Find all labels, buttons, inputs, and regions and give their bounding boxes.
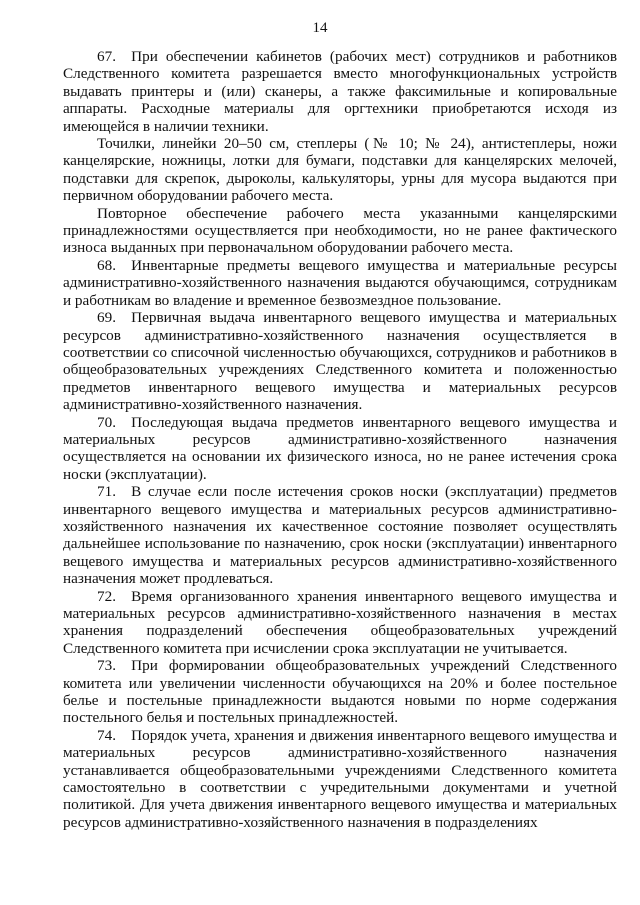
paragraph-67: 67. При обеспечении кабинетов (рабочих мест) сотрудников и работников Следственного комитета разрешается вместо многофункциональных устройств выдавать принтеры и (или) сканеры, а также факсимильные и копировальные аппараты. Расходные материалы для оргтехники приобретаются исходя из имеющейся в наличии техники. [63,48,617,135]
paragraph-72: 72. Время организованного хранения инвентарного вещевого имущества и материальных ресурсов административно-хозяйственного назначения в местах хранения подразделений обеспечения общеобразовательных учреждений Следственного комитета при исчислении срока эксплуатации не учитывается. [63,587,617,657]
paragraph-68: 68. Инвентарные предметы вещевого имущества и материальные ресурсы административно-хозяйственного назначения выдаются обучающимся, сотрудникам и работникам во владение и временное безвозмездное пользование. [63,256,617,309]
paragraph-70: 70. Последующая выдача предметов инвентарного вещевого имущества и материальных ресурсов административно-хозяйственного назначения осуществляется на основании их физического износа, но не ранее истечения срока носки (эксплуатации). [63,413,617,483]
page-number: 14 [312,20,328,36]
paragraph-67-supplies: Точилки, линейки 20–50 см, степлеры (№ 10; № 24), антистеплеры, ножи канцелярские, ножницы, лотки для бумаги, подставки для канцелярских мелочей, подставки для скрепок, дыроколы, калькуляторы, урны для мусора выдаются при первичном оборудовании рабочего места. [63,135,617,205]
document-body [63,48,617,831]
paragraph-73: 73. При формировании общеобразовательных учреждений Следственного комитета или увеличении численности обучающихся на 20% и более постельное белье и постельные принадлежности выдаются новыми по норме содержания постельного белья и постельных принадлежностей. [63,657,617,727]
paragraph-69: 69. Первичная выдача инвентарного вещевого имущества и материальных ресурсов административно-хозяйственного назначения осуществляется в соответствии со списочной численностью обучающихся, сотрудников и работников в общеобразовательных учреждениях Следственного комитета и положенностью предметов инвентарного вещевого имущества и материальных ресурсов административно-хозяйственного назначения. [63,309,617,414]
paragraph-71: 71. В случае если после истечения сроков носки (эксплуатации) предметов инвентарного вещевого имущества и материальных ресурсов административно-хозяйственного назначения их качественное состояние позволяет осуществлять дальнейшее использование по назначению, срок носки (эксплуатации) инвентарного вещевого имущества и материальных ресурсов административно-хозяйственного назначения может продлеваться. [63,483,617,588]
paragraph-67-repeat-supply: Повторное обеспечение рабочего места указанными канцелярскими принадлежностями осуществляется при необходимости, но не ранее фактического износа выданных при первоначальном оборудовании рабочего места. [63,204,617,257]
paragraph-74: 74. Порядок учета, хранения и движения инвентарного вещевого имущества и материальных ресурсов административно-хозяйственного назначения устанавливается общеобразовательными учреждениями Следственного комитета самостоятельно в соответствии с учредительными документами и учетной политикой. Для учета движения инвентарного вещевого имущества и материальных ресурсов административно-хозяйственного назначения в подразделениях [63,726,617,831]
